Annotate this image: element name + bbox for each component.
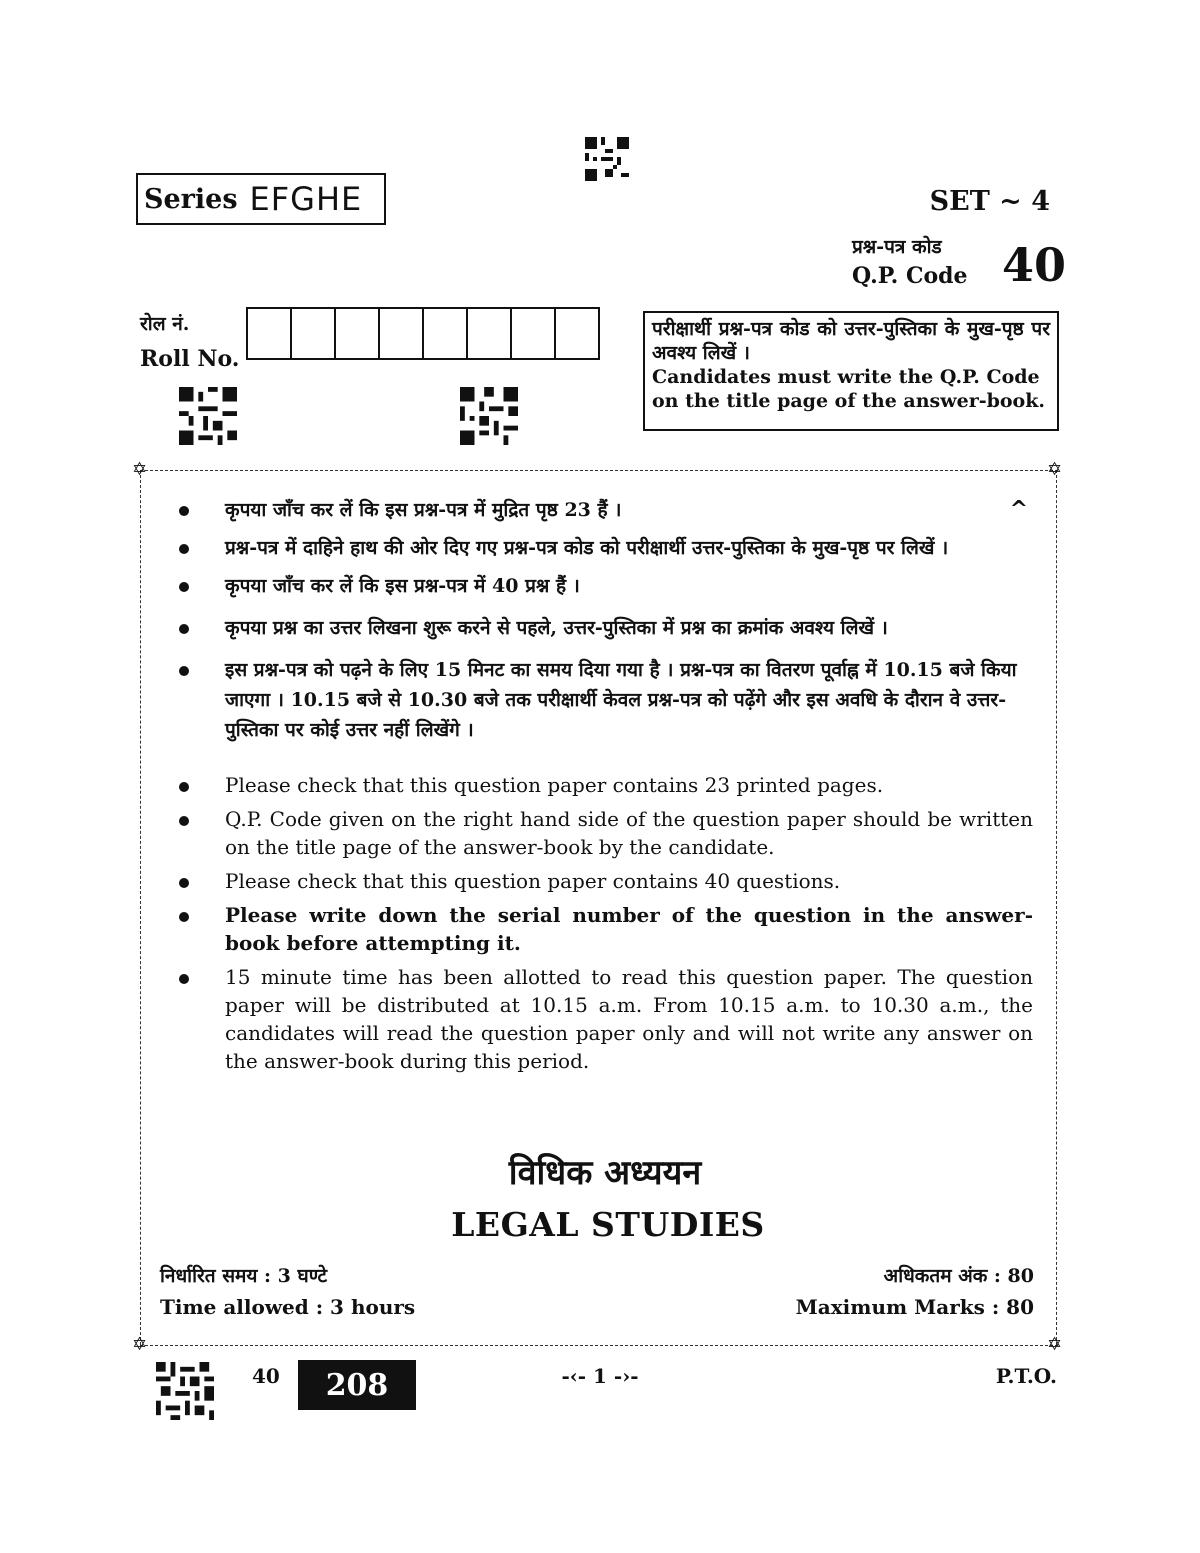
- roll-label: Roll No.: [140, 346, 240, 372]
- instruction-item: Q.P. Code given on the right hand side of the question paper should be written on the title page of the answer-book by the candidate.: [175, 805, 1033, 861]
- center-qr-code-icon: [460, 387, 518, 445]
- subject-code-badge: 208: [298, 1360, 416, 1410]
- instruction-item: Please check that this question paper contains 40 questions.: [175, 867, 1033, 895]
- star-corner-icon: ✡: [132, 1334, 148, 1355]
- maximum-marks: Maximum Marks : 80: [795, 1295, 1034, 1319]
- bullet-icon: [179, 506, 189, 516]
- roll-number-grid[interactable]: [246, 307, 600, 360]
- bullet-icon: [179, 782, 189, 792]
- left-qr-code-icon: [178, 387, 238, 445]
- time-allowed: Time allowed : 3 hours: [160, 1295, 416, 1319]
- frame-top-border: [140, 470, 1058, 471]
- instruction-item-hindi: कृपया प्रश्न का उत्तर लिखना शुरू करने से पहले, उत्तर-पुस्तिका में प्रश्न का क्रमांक अवश्य लिखें ।: [175, 613, 1033, 643]
- roll-digit-cell[interactable]: [248, 309, 292, 358]
- instruction-item: 15 minute time has been allotted to read this question paper. The question paper will be distributed at 10.15 a.m. From 10.15 a.m. to 10.30 a.m., the candidates will read the question paper only and will not write any answer on the answer-book during this period.: [175, 963, 1033, 1075]
- bullet-icon: [179, 582, 189, 592]
- qp-code-label: Q.P. Code: [852, 263, 968, 289]
- footer-qp-code: 40: [252, 1364, 280, 1388]
- footer-barcode-icon: [155, 1362, 215, 1420]
- bullet-icon: [179, 878, 189, 888]
- instruction-item-hindi: इस प्रश्न-पत्र को पढ़ने के लिए 15 मिनट का समय दिया गया है । प्रश्न-पत्र का वितरण पूर्वाह्न में 10.15 बजे किया जाएगा । 10.15 बजे से 10.30 बजे तक परीक्षार्थी केवल प्रश्न-पत्र को पढ़ेंगे और इस अवधि के दौरान वे उत्तर-पुस्तिका पर कोई उत्तर नहीं लिखेंगे ।: [175, 655, 1033, 745]
- frame-bottom-border: [140, 1345, 1058, 1346]
- roll-digit-cell[interactable]: [424, 309, 468, 358]
- series-label: Series: [144, 183, 238, 215]
- bullet-icon: [179, 544, 189, 554]
- maximum-marks-hindi: अधिकतम अंक : 80: [883, 1265, 1034, 1287]
- instruction-item: Please check that this question paper contains 23 printed pages.: [175, 771, 1033, 799]
- instructions: [175, 495, 1033, 1075]
- qp-code-label-hindi: प्रश्न-पत्र कोड: [852, 236, 942, 258]
- roll-digit-cell[interactable]: [512, 309, 556, 358]
- notice-hindi: परीक्षार्थी प्रश्न-पत्र कोड को उत्तर-पुस्तिका के मुख-पृष्ठ पर अवश्य लिखें ।: [652, 318, 1050, 364]
- page-number: -‹- 1 -›-: [561, 1364, 639, 1388]
- star-corner-icon: ✡: [1047, 1334, 1063, 1355]
- qp-code-notice: [643, 311, 1059, 431]
- instruction-item: Please write down the serial number of the question in the answer-book before attempting it.: [175, 901, 1033, 957]
- instruction-item-hindi: कृपया जाँच कर लें कि इस प्रश्न-पत्र में मुद्रित पृष्ठ 23 हैं । ^: [175, 495, 1033, 525]
- pto-label: P.T.O.: [995, 1364, 1057, 1388]
- time-allowed-hindi: निर्धारित समय : 3 घण्टे: [160, 1265, 328, 1287]
- bullet-icon: [179, 974, 189, 984]
- bullet-icon: [179, 624, 189, 634]
- notice-english: Candidates must write the Q.P. Code on the title page of the answer-book.: [652, 366, 1045, 412]
- series-code: EFGHE: [249, 180, 363, 218]
- subject-title-hindi: विधिक अध्ययन: [508, 1153, 702, 1193]
- bullet-icon: [179, 816, 189, 826]
- roll-digit-cell[interactable]: [380, 309, 424, 358]
- roll-digit-cell[interactable]: [468, 309, 512, 358]
- bullet-icon: [179, 912, 189, 922]
- star-corner-icon: ✡: [1047, 459, 1063, 480]
- subject-title: LEGAL STUDIES: [451, 1205, 765, 1244]
- instruction-item-hindi: कृपया जाँच कर लें कि इस प्रश्न-पत्र में 40 प्रश्न हैं ।: [175, 571, 1033, 601]
- set-number: SET ~ 4: [929, 186, 1050, 217]
- instruction-item-hindi: प्रश्न-पत्र में दाहिने हाथ की ओर दिए गए प्रश्न-पत्र कोड को परीक्षार्थी उत्तर-पुस्तिका के मुख-पृष्ठ पर लिखें ।: [175, 533, 1033, 563]
- top-qr-code-icon: [585, 137, 629, 181]
- caret-mark: ^: [1009, 497, 1028, 522]
- roll-label-hindi: रोल नं.: [140, 313, 190, 335]
- series-box: [136, 173, 386, 225]
- bullet-icon: [179, 666, 189, 676]
- qp-code-value: 40: [1002, 238, 1067, 292]
- roll-digit-cell[interactable]: [336, 309, 380, 358]
- star-corner-icon: ✡: [132, 459, 148, 480]
- roll-digit-cell[interactable]: [292, 309, 336, 358]
- roll-digit-cell[interactable]: [556, 309, 600, 358]
